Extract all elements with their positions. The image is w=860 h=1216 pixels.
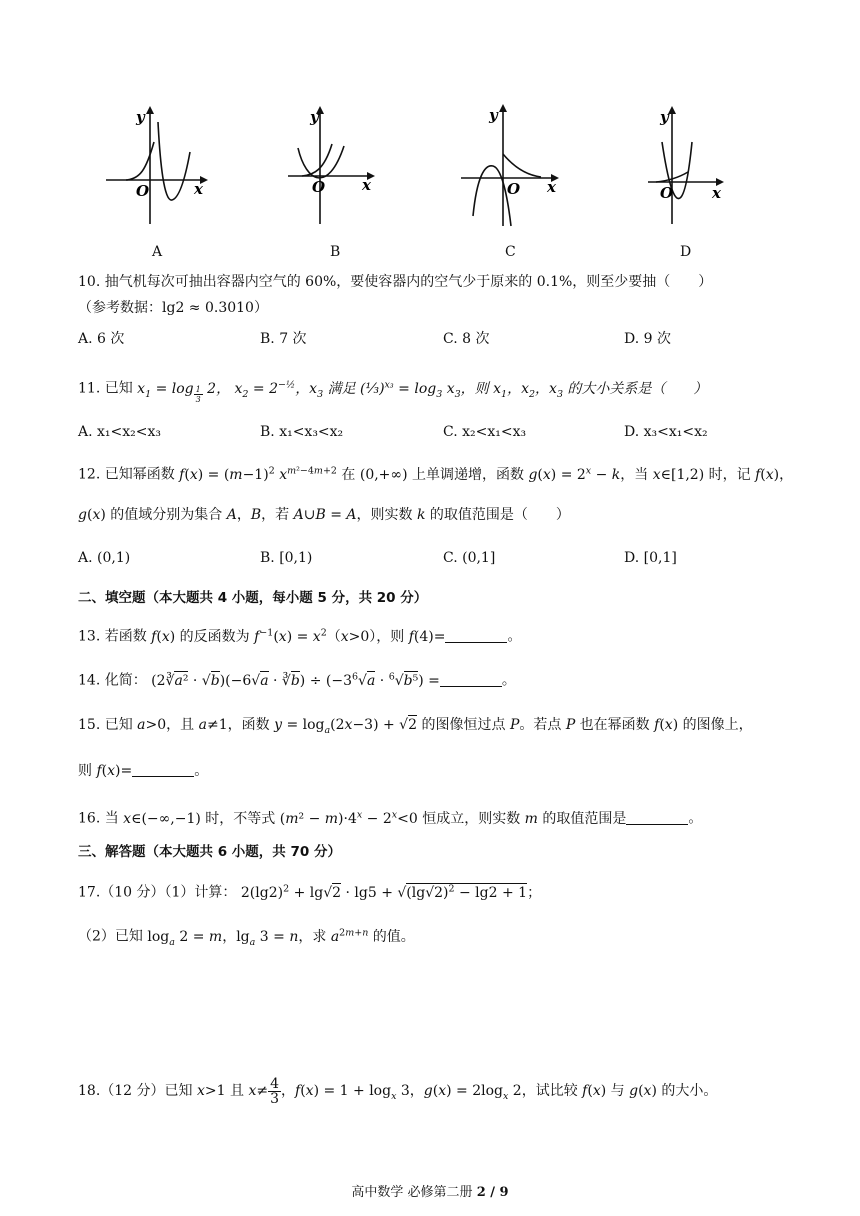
q16-blank[interactable] [626, 810, 688, 825]
graph-b-label: B [330, 244, 341, 260]
q14-text: 14. 化简： (2∛a² · √b)(−6√a · ∛b) ÷ $(-3^6√a \cdot ^6√b^5)$ = 。 [78, 671, 516, 689]
graph-b-origin: O [312, 178, 326, 196]
q17-formula1: $2(\lg 2)^2 + \lg√2 \cdot \lg 5 + √(\lg√2)^2 - \lg 2 + 1$； [240, 883, 542, 901]
q14-blank[interactable] [440, 672, 502, 687]
graph-d-origin: O [660, 184, 674, 202]
q15-blank[interactable] [132, 762, 194, 777]
q16-formula: x∈(−∞,−1) 时，不等式 $(m^2 - m)\cdot 4^x - 2^x<0$ 恒成立，则实数 m 的取值范围是 [123, 809, 627, 827]
q12-text-line2 [78, 502, 800, 528]
q13-formula: f(x) 的反函数为 $f^{-1}(x) = x^2(x>0)$，则 f(4)= [151, 627, 446, 645]
q15-text-line2: 则 f(x)= 。 [78, 763, 209, 779]
graph-d-y-label: y [660, 108, 669, 126]
graph-a-label: A [152, 244, 163, 260]
q17-formula2: $\log_a 2 = m$，$\lg_a 3 = n$，求 $a^{2m+n}$ 的值。 [147, 927, 415, 948]
q18-formula: x>1 且 x≠ $\frac{4}{3}$ ，$f(x) = 1 + \log_x 3$，$g(x) = 2\log_x$ 2，试比较 f(x) 与 g(x) 的大小。 [196, 1075, 718, 1107]
page-footer [0, 1181, 860, 1200]
graph-a [100, 102, 215, 232]
q17-part2-label: （2）已知 [78, 928, 143, 945]
q11-option-c[interactable]: C. x₂<x₁<x₃ [443, 424, 527, 440]
q12-number: 12. 已知幂函数 [78, 466, 175, 483]
graph-b-x-label: x [362, 176, 371, 194]
graph-d [640, 102, 755, 232]
q10-text: 10. 抽气机每次可抽出容器内空气的 60%，要使容器内的空气少于原来的 0.1%，则至少要抽（ ） [78, 274, 713, 290]
q11-option-d[interactable]: D. x₃<x₁<x₂ [624, 424, 708, 440]
graph-d-label: D [680, 244, 692, 260]
graph-b-svg [280, 102, 395, 232]
q11-number: 11. 已知 [78, 380, 133, 397]
section-fill-in-heading: 二、填空题（本大题共 4 小题，每小题 5 分，共 20 分） [78, 590, 428, 606]
graph-a-x-label: x [194, 180, 203, 198]
q13-text: 13. 若函数 f(x) 的反函数为 $f^{-1}(x) = x^2(x>0)$，则 f(4)= 。 [78, 627, 522, 645]
graph-c-x-label: x [547, 178, 556, 196]
graph-a-y-label: y [136, 108, 145, 126]
q12-formula: $f(x) = (m-1)^2$ $x^{m^2-4m+2}$ 在 (0,+∞) 上单调递增，函数 $g(x) = 2^x - k$，当 x∈[1,2) 时，记 f(x)， [179, 465, 794, 483]
graph-d-x-label: x [712, 184, 721, 202]
q10-option-d[interactable]: D. 9 次 [624, 331, 671, 347]
q15-formula-cont: 则 f(x)= [78, 763, 133, 779]
graph-c-svg [455, 100, 570, 232]
q11-option-a[interactable]: A. x₁<x₂<x₃ [78, 424, 161, 440]
graph-a-svg [100, 102, 215, 232]
q12-formula-cont: g(x) 的值域分别为集合 A，B，若 A∪B = A，则实数 k 的取值范围是（ ） [78, 507, 570, 523]
footer-subject: 高中数学 必修第二册 [351, 1185, 473, 1200]
graph-a-origin: O [136, 182, 150, 200]
q12-text-line1 [78, 458, 800, 488]
q12-option-d[interactable]: D. [0,1] [624, 550, 677, 566]
q11-formula: $x_1 = \log$ $_{\frac{1}{3}}$ 2， $x_2 = 2^{-\frac{1}{2}}$，$x_3$ 满足 (⅓)$^{x_3}$ = $\log_3 x_3$，则 $x_1$，$x_2$，$x_3$ 的大小关系是（ ） [137, 379, 708, 404]
footer-page-number: 2 / 9 [476, 1185, 509, 1200]
q12-options [78, 550, 798, 572]
q16-text: 16. 当 x∈(−∞,−1) 时，不等式 $(m^2 - m)\cdot 4^x - 2^x<0$ 恒成立，则实数 m 的取值范围是 。 [78, 809, 703, 827]
q17-number: 17.（10 分）（1）计算： [78, 884, 237, 901]
q15-text-line1 [78, 712, 800, 744]
graph-c-label: C [505, 244, 516, 260]
q10-option-b[interactable]: B. 7 次 [260, 331, 307, 347]
q11-options [78, 424, 798, 446]
q12-option-a[interactable]: A. (0,1) [78, 550, 131, 566]
q17-part1 [78, 876, 800, 906]
q15-number: 15. 已知 [78, 717, 133, 733]
q12-option-c[interactable]: C. (0,1] [443, 550, 496, 566]
q12-option-b[interactable]: B. [0,1) [260, 550, 313, 566]
graph-b-y-label: y [310, 108, 319, 126]
q10-option-c[interactable]: C. 8 次 [443, 331, 490, 347]
q17-part2 [78, 920, 800, 955]
q14-number: 14. 化简： [78, 672, 147, 689]
graph-c-y-label: y [489, 106, 498, 124]
q13-blank[interactable] [445, 628, 507, 643]
q10-option-a[interactable]: A. 6 次 [78, 331, 125, 347]
q10-reference: （参考数据：lg2 ≈ 0.3010） [78, 300, 268, 316]
graph-d-svg [640, 102, 755, 232]
graph-c-origin: O [507, 180, 521, 198]
graph-b [280, 102, 395, 232]
q11-option-b[interactable]: B. x₁<x₃<x₂ [260, 424, 344, 440]
graph-c [455, 100, 570, 232]
q14-formula: (2∛a² · √b)(−6√a · ∛b) ÷ $(-3^6√a \cdot ^6√b^5)$ = [151, 671, 440, 689]
q10-options [78, 328, 798, 350]
q15-formula: a>0，且 a≠1，函数 $y = \log_a(2x-3) + √2$ 的图像恒过点 P。若点 P 也在幂函数 f(x) 的图像上， [137, 717, 753, 736]
q16-number: 16. 当 [78, 810, 119, 827]
q18-text [78, 1076, 800, 1112]
q18-number: 18.（12 分）已知 [78, 1083, 193, 1099]
q11-text [78, 372, 800, 407]
section-solution-heading: 三、解答题（本大题共 6 小题，共 70 分） [78, 844, 341, 860]
q13-number: 13. 若函数 [78, 628, 147, 645]
